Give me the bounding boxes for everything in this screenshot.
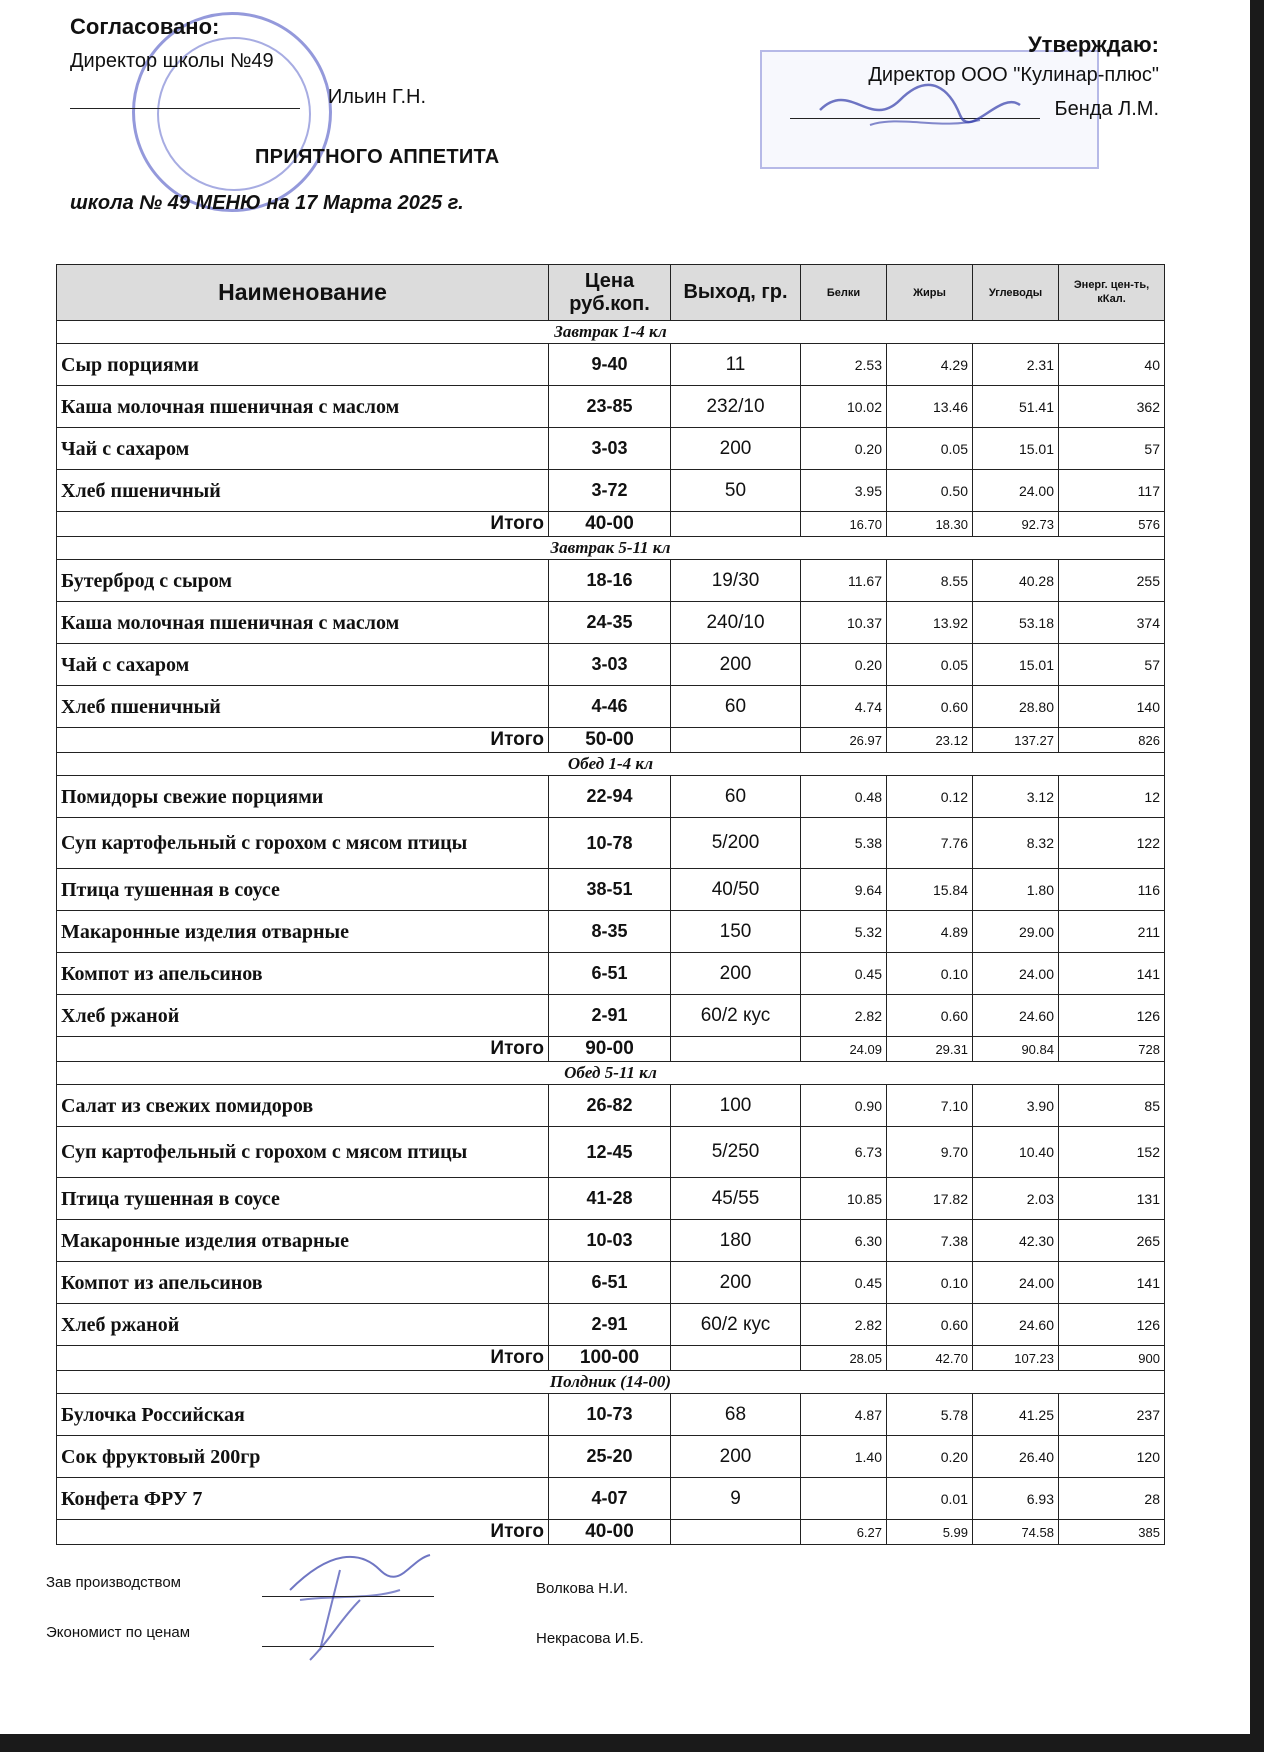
dish-protein: 0.90 <box>801 1085 887 1127</box>
dish-energy: 126 <box>1059 1304 1165 1346</box>
table-header-row <box>57 265 1165 321</box>
total-fat: 18.30 <box>887 512 973 537</box>
approval-right-signer-name: Бенда Л.М. <box>1054 98 1159 120</box>
footer-signature-line-1 <box>262 1596 434 1597</box>
dish-fat: 5.78 <box>887 1394 973 1436</box>
total-carbs: 107.23 <box>973 1346 1059 1371</box>
dish-protein: 0.48 <box>801 776 887 818</box>
dish-output: 5/250 <box>671 1127 801 1178</box>
dish-protein: 6.30 <box>801 1220 887 1262</box>
total-price: 100-00 <box>549 1346 671 1371</box>
dish-energy: 85 <box>1059 1085 1165 1127</box>
dish-carbs: 24.60 <box>973 995 1059 1037</box>
total-row <box>57 1346 1165 1371</box>
total-output-empty <box>671 1520 801 1545</box>
dish-protein: 2.82 <box>801 1304 887 1346</box>
dish-fat: 0.50 <box>887 470 973 512</box>
section-row <box>57 537 1165 560</box>
dish-protein <box>801 1478 887 1520</box>
total-label: Итого <box>57 728 549 753</box>
total-price: 90-00 <box>549 1037 671 1062</box>
dish-fat: 0.01 <box>887 1478 973 1520</box>
column-header-price: Цена руб.коп. <box>549 265 671 321</box>
dish-price: 10-78 <box>549 818 671 869</box>
dish-output: 100 <box>671 1085 801 1127</box>
dish-energy: 122 <box>1059 818 1165 869</box>
dish-fat: 7.76 <box>887 818 973 869</box>
dish-protein: 0.45 <box>801 1262 887 1304</box>
table-row <box>57 869 1165 911</box>
dish-carbs: 1.80 <box>973 869 1059 911</box>
table-row <box>57 953 1165 995</box>
dish-name: Птица тушенная в соусе <box>57 869 549 911</box>
dish-energy: 265 <box>1059 1220 1165 1262</box>
dish-protein: 1.40 <box>801 1436 887 1478</box>
dish-output: 200 <box>671 1436 801 1478</box>
total-carbs: 92.73 <box>973 512 1059 537</box>
dish-protein: 10.02 <box>801 386 887 428</box>
dish-energy: 141 <box>1059 1262 1165 1304</box>
table-row <box>57 911 1165 953</box>
dish-carbs: 2.03 <box>973 1178 1059 1220</box>
table-row <box>57 1304 1165 1346</box>
dish-name: Макаронные изделия отварные <box>57 1220 549 1262</box>
dish-protein: 10.37 <box>801 602 887 644</box>
section-title: Обед 5-11 кл <box>57 1062 1165 1085</box>
footer-role-production: Зав производством <box>46 1574 181 1591</box>
total-protein: 26.97 <box>801 728 887 753</box>
dish-fat: 7.38 <box>887 1220 973 1262</box>
dish-fat: 13.92 <box>887 602 973 644</box>
dish-protein: 0.20 <box>801 428 887 470</box>
table-row <box>57 1127 1165 1178</box>
table-row <box>57 602 1165 644</box>
dish-output: 11 <box>671 344 801 386</box>
dish-output: 50 <box>671 470 801 512</box>
section-title: Обед 1-4 кл <box>57 753 1165 776</box>
dish-name: Компот из апельсинов <box>57 1262 549 1304</box>
approval-left-title: Согласовано: <box>70 14 220 39</box>
dish-energy: 28 <box>1059 1478 1165 1520</box>
footer-role-economist: Экономист по ценам <box>46 1624 191 1641</box>
dish-protein: 5.38 <box>801 818 887 869</box>
table-row <box>57 1085 1165 1127</box>
dish-protein: 0.20 <box>801 644 887 686</box>
dish-fat: 0.05 <box>887 428 973 470</box>
section-row <box>57 1062 1165 1085</box>
dish-price: 24-35 <box>549 602 671 644</box>
dish-output: 9 <box>671 1478 801 1520</box>
dish-name: Конфета ФРУ 7 <box>57 1478 549 1520</box>
dish-name: Хлеб пшеничный <box>57 686 549 728</box>
table-row <box>57 644 1165 686</box>
column-header-carbs: Углеводы <box>973 265 1059 321</box>
menu-title: школа № 49 МЕНЮ на 17 Марта 2025 г. <box>70 192 464 214</box>
total-protein: 6.27 <box>801 1520 887 1545</box>
total-price: 40-00 <box>549 1520 671 1545</box>
section-title: Завтрак 5-11 кл <box>57 537 1165 560</box>
dish-carbs: 29.00 <box>973 911 1059 953</box>
dish-fat: 9.70 <box>887 1127 973 1178</box>
dish-energy: 255 <box>1059 560 1165 602</box>
director-signature-icon <box>810 70 1030 140</box>
dish-carbs: 15.01 <box>973 428 1059 470</box>
dish-carbs: 2.31 <box>973 344 1059 386</box>
dish-energy: 120 <box>1059 1436 1165 1478</box>
table-row <box>57 776 1165 818</box>
dish-energy: 12 <box>1059 776 1165 818</box>
approval-left-signer-name: Ильин Г.Н. <box>327 86 426 108</box>
dish-carbs: 51.41 <box>973 386 1059 428</box>
total-label: Итого <box>57 1346 549 1371</box>
total-carbs: 137.27 <box>973 728 1059 753</box>
table-row <box>57 1220 1165 1262</box>
section-row <box>57 753 1165 776</box>
dish-output: 200 <box>671 428 801 470</box>
total-label: Итого <box>57 512 549 537</box>
dish-price: 8-35 <box>549 911 671 953</box>
dish-price: 6-51 <box>549 953 671 995</box>
dish-output: 60/2 кус <box>671 1304 801 1346</box>
dish-carbs: 15.01 <box>973 644 1059 686</box>
footer-name-economist: Некрасова И.Б. <box>536 1630 644 1647</box>
dish-fat: 0.10 <box>887 953 973 995</box>
column-header-name: Наименование <box>57 265 549 321</box>
dish-carbs: 24.00 <box>973 953 1059 995</box>
total-fat: 5.99 <box>887 1520 973 1545</box>
dish-protein: 11.67 <box>801 560 887 602</box>
dish-energy: 211 <box>1059 911 1165 953</box>
dish-name: Булочка Российская <box>57 1394 549 1436</box>
dish-price: 4-46 <box>549 686 671 728</box>
approval-right-position: Директор ООО "Кулинар-плюс" <box>868 64 1159 86</box>
dish-fat: 4.89 <box>887 911 973 953</box>
dish-name: Сыр порциями <box>57 344 549 386</box>
section-row <box>57 1371 1165 1394</box>
dish-name: Хлеб пшеничный <box>57 470 549 512</box>
dish-protein: 10.85 <box>801 1178 887 1220</box>
dish-energy: 362 <box>1059 386 1165 428</box>
dish-name: Салат из свежих помидоров <box>57 1085 549 1127</box>
dish-protein: 5.32 <box>801 911 887 953</box>
dish-output: 240/10 <box>671 602 801 644</box>
dish-fat: 0.60 <box>887 995 973 1037</box>
total-protein: 24.09 <box>801 1037 887 1062</box>
dish-output: 180 <box>671 1220 801 1262</box>
dish-energy: 117 <box>1059 470 1165 512</box>
total-energy: 900 <box>1059 1346 1165 1371</box>
dish-price: 6-51 <box>549 1262 671 1304</box>
dish-carbs: 24.60 <box>973 1304 1059 1346</box>
dish-carbs: 53.18 <box>973 602 1059 644</box>
dish-fat: 0.60 <box>887 686 973 728</box>
dish-carbs: 40.28 <box>973 560 1059 602</box>
column-header-fat: Жиры <box>887 265 973 321</box>
dish-fat: 0.60 <box>887 1304 973 1346</box>
dish-price: 10-03 <box>549 1220 671 1262</box>
total-carbs: 90.84 <box>973 1037 1059 1062</box>
dish-output: 60 <box>671 686 801 728</box>
dish-output: 19/30 <box>671 560 801 602</box>
dish-energy: 57 <box>1059 644 1165 686</box>
total-row <box>57 1520 1165 1545</box>
table-row <box>57 686 1165 728</box>
dish-protein: 4.87 <box>801 1394 887 1436</box>
total-fat: 29.31 <box>887 1037 973 1062</box>
dish-output: 150 <box>671 911 801 953</box>
dish-protein: 0.45 <box>801 953 887 995</box>
dish-price: 3-03 <box>549 428 671 470</box>
table-row <box>57 1478 1165 1520</box>
dish-protein: 3.95 <box>801 470 887 512</box>
dish-name: Суп картофельный с горохом с мясом птицы <box>57 1127 549 1178</box>
total-output-empty <box>671 1037 801 1062</box>
approval-left-signature-line <box>70 108 300 109</box>
dish-energy: 237 <box>1059 1394 1165 1436</box>
total-output-empty <box>671 728 801 753</box>
dish-name: Хлеб ржаной <box>57 1304 549 1346</box>
total-label: Итого <box>57 1037 549 1062</box>
dish-energy: 152 <box>1059 1127 1165 1178</box>
dish-name: Чай с сахаром <box>57 428 549 470</box>
dish-protein: 4.74 <box>801 686 887 728</box>
dish-fat: 7.10 <box>887 1085 973 1127</box>
dish-energy: 126 <box>1059 995 1165 1037</box>
dish-fat: 4.29 <box>887 344 973 386</box>
dish-output: 40/50 <box>671 869 801 911</box>
approval-right-title: Утверждаю: <box>1028 32 1159 57</box>
section-title: Полдник (14-00) <box>57 1371 1165 1394</box>
scan-edge-bottom <box>0 1734 1264 1752</box>
dish-name: Чай с сахаром <box>57 644 549 686</box>
dish-price: 41-28 <box>549 1178 671 1220</box>
table-row <box>57 1436 1165 1478</box>
dish-price: 18-16 <box>549 560 671 602</box>
wish-text: ПРИЯТНОГО АППЕТИТА <box>255 146 500 168</box>
total-energy: 576 <box>1059 512 1165 537</box>
dish-price: 25-20 <box>549 1436 671 1478</box>
total-protein: 28.05 <box>801 1346 887 1371</box>
table-row <box>57 1262 1165 1304</box>
dish-name: Бутерброд с сыром <box>57 560 549 602</box>
dish-carbs: 6.93 <box>973 1478 1059 1520</box>
footer-name-production: Волкова Н.И. <box>536 1580 629 1597</box>
dish-fat: 15.84 <box>887 869 973 911</box>
dish-output: 232/10 <box>671 386 801 428</box>
dish-fat: 8.55 <box>887 560 973 602</box>
dish-price: 38-51 <box>549 869 671 911</box>
dish-energy: 116 <box>1059 869 1165 911</box>
dish-name: Макаронные изделия отварные <box>57 911 549 953</box>
dish-price: 10-73 <box>549 1394 671 1436</box>
dish-fat: 13.46 <box>887 386 973 428</box>
dish-protein: 2.53 <box>801 344 887 386</box>
dish-carbs: 24.00 <box>973 470 1059 512</box>
table-row <box>57 344 1165 386</box>
dish-name: Суп картофельный с горохом с мясом птицы <box>57 818 549 869</box>
dish-price: 22-94 <box>549 776 671 818</box>
dish-price: 2-91 <box>549 995 671 1037</box>
dish-output: 45/55 <box>671 1178 801 1220</box>
dish-output: 60/2 кус <box>671 995 801 1037</box>
dish-protein: 9.64 <box>801 869 887 911</box>
total-fat: 23.12 <box>887 728 973 753</box>
dish-energy: 40 <box>1059 344 1165 386</box>
total-fat: 42.70 <box>887 1346 973 1371</box>
table-row <box>57 818 1165 869</box>
dish-name: Компот из апельсинов <box>57 953 549 995</box>
menu-table <box>56 264 1165 1545</box>
dish-output: 68 <box>671 1394 801 1436</box>
total-row <box>57 1037 1165 1062</box>
total-output-empty <box>671 1346 801 1371</box>
dish-carbs: 8.32 <box>973 818 1059 869</box>
dish-name: Каша молочная пшеничная с маслом <box>57 386 549 428</box>
total-output-empty <box>671 512 801 537</box>
total-energy: 826 <box>1059 728 1165 753</box>
dish-output: 60 <box>671 776 801 818</box>
dish-carbs: 3.12 <box>973 776 1059 818</box>
total-row <box>57 512 1165 537</box>
table-row <box>57 428 1165 470</box>
dish-carbs: 42.30 <box>973 1220 1059 1262</box>
total-label: Итого <box>57 1520 549 1545</box>
dish-energy: 141 <box>1059 953 1165 995</box>
dish-name: Помидоры свежие порциями <box>57 776 549 818</box>
section-title: Завтрак 1-4 кл <box>57 321 1165 344</box>
dish-fat: 17.82 <box>887 1178 973 1220</box>
dish-carbs: 3.90 <box>973 1085 1059 1127</box>
dish-energy: 131 <box>1059 1178 1165 1220</box>
dish-output: 5/200 <box>671 818 801 869</box>
table-row <box>57 386 1165 428</box>
dish-carbs: 24.00 <box>973 1262 1059 1304</box>
dish-protein: 6.73 <box>801 1127 887 1178</box>
school-round-stamp <box>132 12 332 212</box>
dish-output: 200 <box>671 1262 801 1304</box>
dish-carbs: 28.80 <box>973 686 1059 728</box>
dish-name: Птица тушенная в соусе <box>57 1178 549 1220</box>
dish-fat: 0.05 <box>887 644 973 686</box>
column-header-energy: Энерг. цен-ть, кКал. <box>1059 265 1165 321</box>
dish-price: 4-07 <box>549 1478 671 1520</box>
total-price: 40-00 <box>549 512 671 537</box>
table-row <box>57 560 1165 602</box>
dish-price: 23-85 <box>549 386 671 428</box>
dish-fat: 0.10 <box>887 1262 973 1304</box>
dish-carbs: 10.40 <box>973 1127 1059 1178</box>
dish-name: Каша молочная пшеничная с маслом <box>57 602 549 644</box>
dish-name: Хлеб ржаной <box>57 995 549 1037</box>
scan-edge-right <box>1250 0 1264 1752</box>
dish-price: 12-45 <box>549 1127 671 1178</box>
dish-energy: 374 <box>1059 602 1165 644</box>
dish-output: 200 <box>671 644 801 686</box>
section-row <box>57 321 1165 344</box>
dish-price: 9-40 <box>549 344 671 386</box>
dish-fat: 0.20 <box>887 1436 973 1478</box>
total-protein: 16.70 <box>801 512 887 537</box>
total-price: 50-00 <box>549 728 671 753</box>
approval-left-position: Директор школы №49 <box>70 50 274 72</box>
total-energy: 728 <box>1059 1037 1165 1062</box>
dish-carbs: 26.40 <box>973 1436 1059 1478</box>
column-header-protein: Белки <box>801 265 887 321</box>
dish-price: 2-91 <box>549 1304 671 1346</box>
dish-carbs: 41.25 <box>973 1394 1059 1436</box>
column-header-output: Выход, гр. <box>671 265 801 321</box>
total-energy: 385 <box>1059 1520 1165 1545</box>
total-row <box>57 728 1165 753</box>
approval-left-signer <box>70 86 430 109</box>
production-signature-icon <box>270 1530 440 1670</box>
table-row <box>57 470 1165 512</box>
dish-price: 3-72 <box>549 470 671 512</box>
dish-protein: 2.82 <box>801 995 887 1037</box>
dish-energy: 140 <box>1059 686 1165 728</box>
footer-signature-line-2 <box>262 1646 434 1647</box>
dish-name: Сок фруктовый 200гр <box>57 1436 549 1478</box>
dish-energy: 57 <box>1059 428 1165 470</box>
dish-price: 26-82 <box>549 1085 671 1127</box>
dish-price: 3-03 <box>549 644 671 686</box>
dish-fat: 0.12 <box>887 776 973 818</box>
dish-output: 200 <box>671 953 801 995</box>
table-row <box>57 995 1165 1037</box>
table-row <box>57 1394 1165 1436</box>
table-row <box>57 1178 1165 1220</box>
total-carbs: 74.58 <box>973 1520 1059 1545</box>
